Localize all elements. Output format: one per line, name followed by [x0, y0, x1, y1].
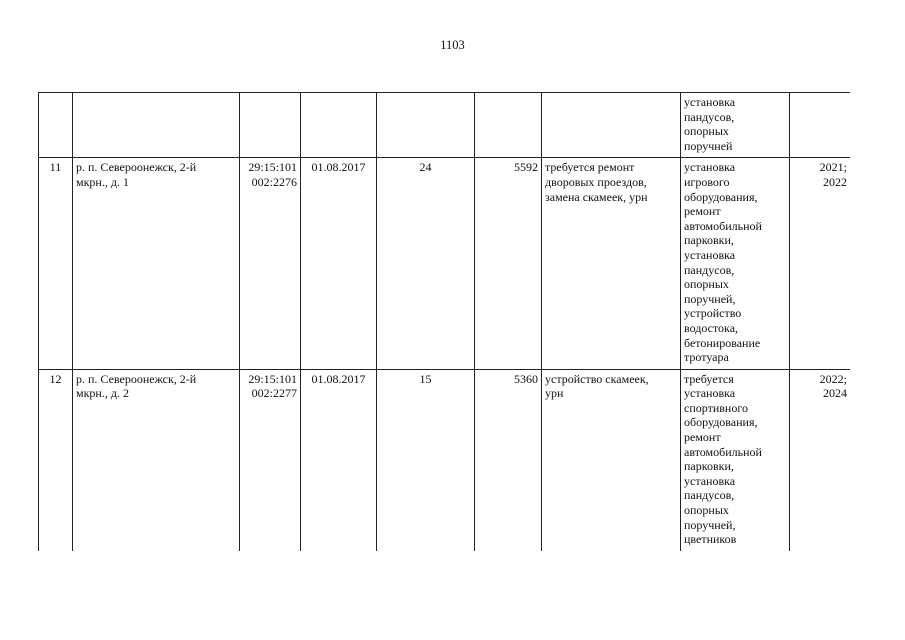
count-cell: 24 [377, 158, 475, 369]
date-cell: 01.08.2017 [301, 158, 377, 369]
registry-table-container [38, 92, 850, 570]
row-number-cell: 12 [39, 369, 73, 551]
date-cell [301, 93, 377, 158]
registry-table [38, 92, 850, 551]
cadastral-number-cell: 29:15:101 002:2276 [240, 158, 301, 369]
address-cell [73, 93, 240, 158]
date-cell: 01.08.2017 [301, 369, 377, 551]
need-cell [542, 93, 681, 158]
works-cell: установка игрового оборудования, ремонт автомобильной парковки, установка пандусов, опорных поручней, устройство водостока, бетонирование тротуара [681, 158, 790, 369]
address-cell: р. п. Североонежск, 2-й мкрн., д. 2 [73, 369, 240, 551]
years-cell: 2021; 2022 [790, 158, 851, 369]
works-cell: установка пандусов, опорных поручней [681, 93, 790, 158]
years-cell: 2022; 2024 [790, 369, 851, 551]
need-cell: требуется ремонт дворовых проездов, замена скамеек, урн [542, 158, 681, 369]
area-cell: 5360 [475, 369, 542, 551]
works-cell: требуется установка спортивного оборудования, ремонт автомобильной парковки, установка пандусов, опорных поручней, цветников [681, 369, 790, 551]
address-cell: р. п. Североонежск, 2-й мкрн., д. 1 [73, 158, 240, 369]
cadastral-number-cell [240, 93, 301, 158]
count-cell: 15 [377, 369, 475, 551]
count-cell [377, 93, 475, 158]
table-row [39, 158, 851, 369]
area-cell: 5592 [475, 158, 542, 369]
years-cell [790, 93, 851, 158]
row-number-cell [39, 93, 73, 158]
row-number-cell: 11 [39, 158, 73, 369]
need-cell: устройство скамеек, урн [542, 369, 681, 551]
page-number: 1103 [440, 38, 465, 52]
table-row [39, 93, 851, 158]
cadastral-number-cell: 29:15:101 002:2277 [240, 369, 301, 551]
area-cell [475, 93, 542, 158]
table-row [39, 369, 851, 551]
